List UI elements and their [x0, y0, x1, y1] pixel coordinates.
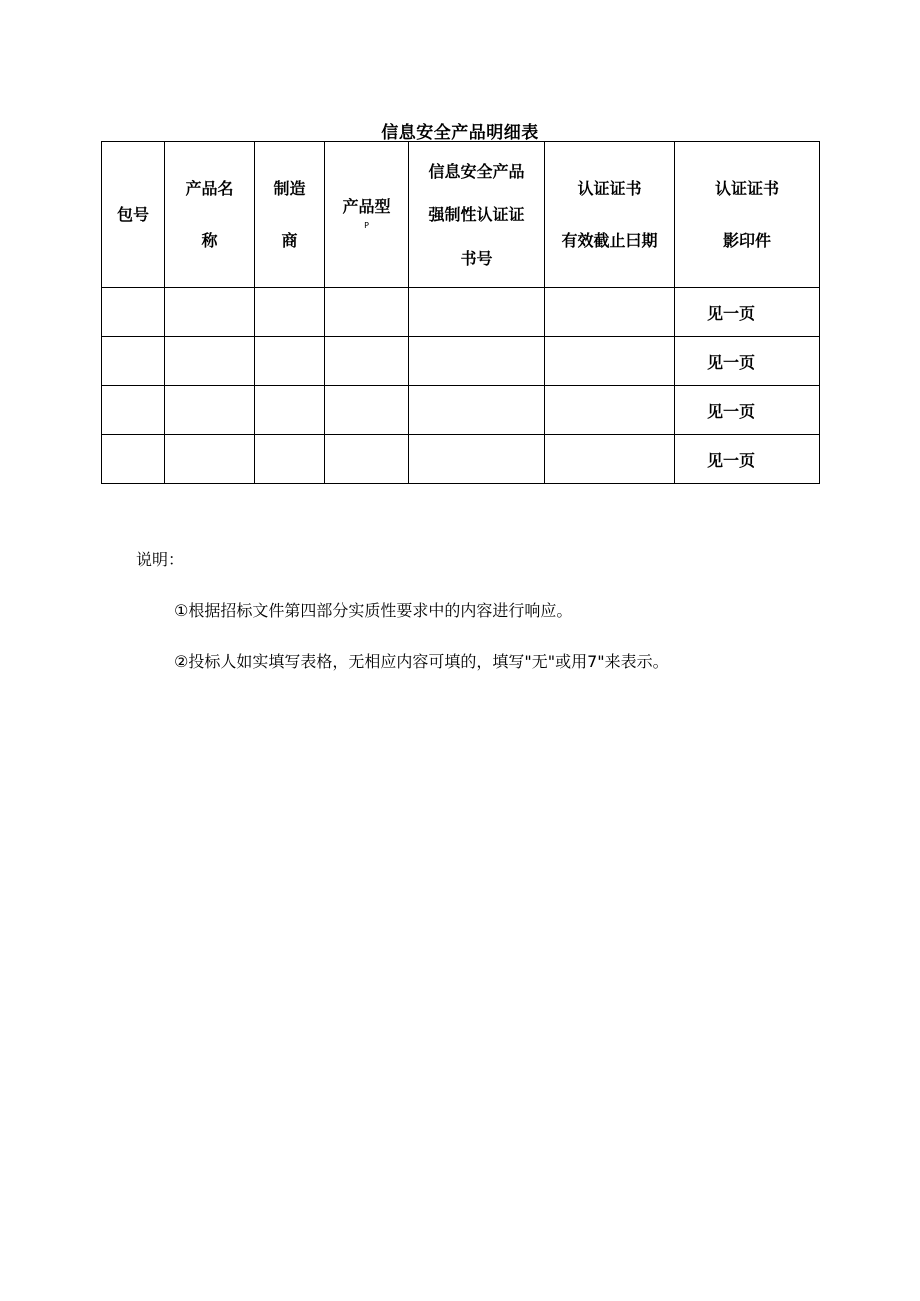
- table-title: 信息安全产品明细表: [381, 123, 539, 143]
- cell-validity: [545, 288, 675, 337]
- cell-model: [325, 386, 409, 435]
- cell-package-no: [102, 386, 165, 435]
- cell-manufacturer: [255, 337, 325, 386]
- cell-cert-no: [409, 288, 545, 337]
- cell-model: [325, 337, 409, 386]
- table-row: [102, 288, 820, 337]
- table-row: [102, 435, 820, 484]
- cell-model: [325, 288, 409, 337]
- model-suffix: P: [364, 220, 369, 230]
- cell-validity: [545, 386, 675, 435]
- cell-certificate-copy: 见一页: [675, 337, 820, 386]
- header-product-name: 产品名 称: [165, 142, 255, 288]
- cell-product-name: [165, 435, 255, 484]
- notes-title: 说明：: [136, 550, 185, 569]
- cell-cert-no: [409, 386, 545, 435]
- header-manufacturer: 制造 商: [255, 142, 325, 288]
- header-validity: 认证证书 有效截止曰期: [545, 142, 675, 288]
- cell-certificate-copy: 见一页: [675, 288, 820, 337]
- cell-certificate-copy: 见一页: [675, 435, 820, 484]
- cell-cert-no: [409, 337, 545, 386]
- cell-cert-no: [409, 435, 545, 484]
- cell-package-no: [102, 435, 165, 484]
- cell-validity: [545, 337, 675, 386]
- product-detail-table: [101, 141, 820, 484]
- cell-validity: [545, 435, 675, 484]
- header-certificate-copy: 认证证书 影印件: [675, 142, 820, 288]
- cell-manufacturer: [255, 288, 325, 337]
- cell-model: [325, 435, 409, 484]
- cell-package-no: [102, 337, 165, 386]
- table-row: [102, 386, 820, 435]
- cell-certificate-copy: 见一页: [675, 386, 820, 435]
- cell-product-name: [165, 337, 255, 386]
- cell-product-name: [165, 288, 255, 337]
- cell-manufacturer: [255, 435, 325, 484]
- note-item: ②投标人如实填写表格，无相应内容可填的，填写"无"或用7"来表示。: [174, 652, 669, 671]
- cell-manufacturer: [255, 386, 325, 435]
- header-cert-no: 信息安全产品 强制性认证证 书号: [409, 142, 545, 288]
- note-item: ①根据招标文件第四部分实质性要求中的内容进行响应。: [174, 601, 573, 620]
- cell-product-name: [165, 386, 255, 435]
- header-row: [102, 142, 820, 288]
- header-package-no: 包号: [102, 142, 165, 288]
- cell-package-no: [102, 288, 165, 337]
- header-model: 产品型 P: [325, 142, 409, 288]
- table-row: [102, 337, 820, 386]
- notes-section: [136, 549, 669, 673]
